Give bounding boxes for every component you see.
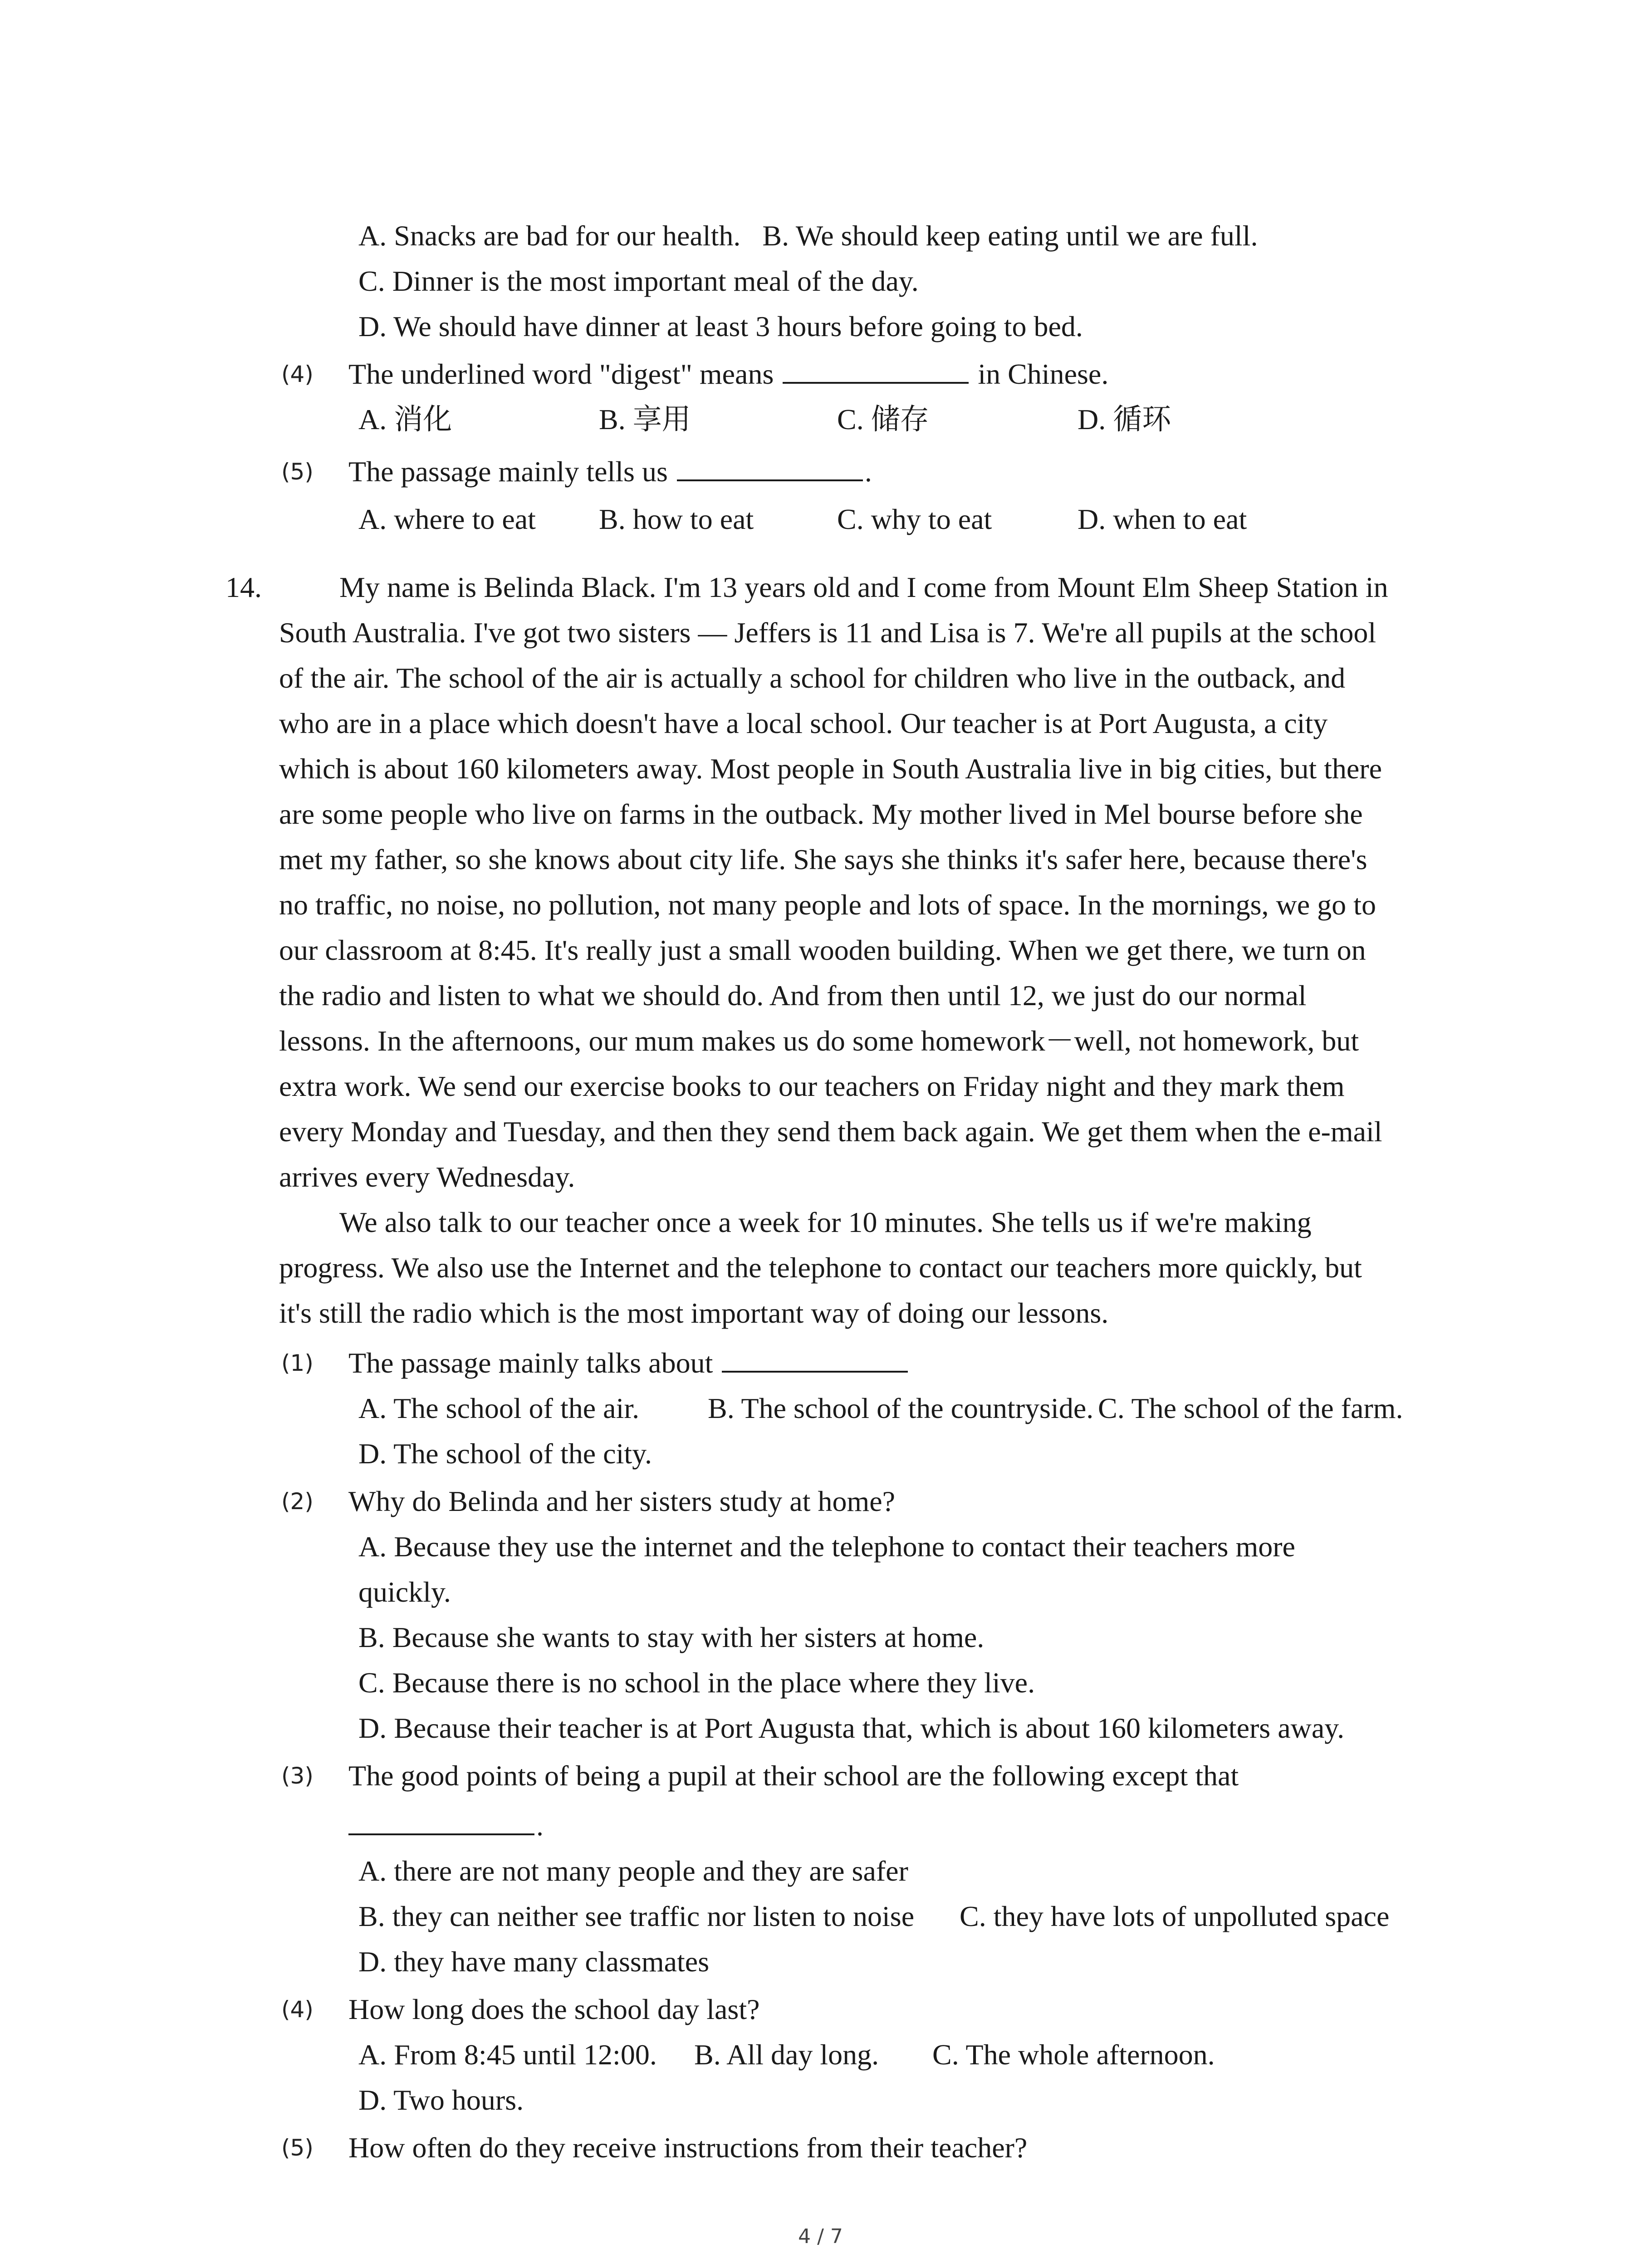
q14-1-stem-text: The passage mainly talks about [348,1347,713,1379]
q14-5-stem: How often do they receive instructions from their teacher? [348,2131,1028,2164]
prev-q4-number: (4) [281,361,314,387]
prev-q4-stem-end: in Chinese. [978,358,1109,390]
q14-1-option-a: A. The school of the air. [358,1392,640,1424]
prev-q5-stem-text: The passage mainly tells us [348,455,668,488]
q14-4-option-c: C. The whole afternoon. [932,2038,1215,2071]
q14-4-options-line [0,2037,1641,2073]
q14-4-option-d: D. Two hours. [358,2084,524,2116]
q14-1-option-d: D. The school of the city. [358,1437,652,1470]
passage-line: it's still the radio which is the most important way of doing our lessons. [279,1297,1109,1329]
q14-1-stem [348,1345,910,1381]
prev-q5-option-c: C. why to eat [837,503,992,535]
q14-4-number: (4) [281,1996,314,2023]
q14-3-option-c: C. they have lots of unpolluted space [960,1900,1390,1932]
prev-q4-option-b: B. 享用 [599,403,691,435]
q14-3-number: (3) [281,1763,314,1789]
passage-line: progress. We also use the Internet and the telephone to contact our teachers more quickly, but [279,1251,1362,1284]
prev-q4-option-d: D. 循环 [1078,403,1171,435]
prev-q4-options [0,401,1641,438]
q14-1-number: (1) [281,1350,314,1376]
prev-q5-number: (5) [281,459,314,485]
passage-line: who are in a place which doesn't have a local school. Our teacher is at Port Augusta, a city [279,707,1328,739]
prev-q4-option-a: A. 消化 [358,403,452,435]
prev-q3-option-a: A. Snacks are bad for our health. [358,220,741,252]
q14-2-option-c: C. Because there is no school in the place where they live. [358,1667,1035,1699]
prev-q3-option-d: D. We should have dinner at least 3 hours before going to bed. [358,310,1083,342]
q14-2-option-a-cont: quickly. [358,1576,451,1608]
prev-q5-option-a: A. where to eat [358,503,536,535]
prev-q3-option-b: B. We should keep eating until we are full. [762,220,1258,252]
q14-3-option-d: D. they have many classmates [358,1945,710,1978]
passage-line: our classroom at 8:45. It's really just a small wooden building. When we get there, we turn on [279,934,1366,966]
prev-q5-option-b: B. how to eat [599,503,754,535]
answer-blank [348,1809,534,1835]
passage-line: We also talk to our teacher once a week for 10 minutes. She tells us if we're making [339,1206,1312,1238]
passage-line: South Australia. I've got two sisters — Jeffers is 11 and Lisa is 7. We're all pupils at the school [279,616,1376,649]
prev-q5-options [0,501,1641,538]
q14-5-number: (5) [281,2135,314,2161]
q14-number: 14. [225,571,262,603]
answer-blank [677,455,863,481]
passage-line: no traffic, no noise, no pollution, not many people and lots of space. In the mornings, we go to [279,889,1376,921]
q14-2-stem: Why do Belinda and her sisters study at home? [348,1485,896,1517]
q14-4-stem: How long does the school day last? [348,1993,760,2025]
passage-line: met my father, so she knows about city life. She says she thinks it's safer here, because there's [279,843,1367,875]
passage-line: extra work. We send our exercise books to our teachers on Friday night and they mark them [279,1070,1345,1102]
q14-3-options-line [0,1898,1641,1935]
passage-line: of the air. The school of the air is actually a school for children who live in the outback, and [279,662,1346,694]
passage-line: arrives every Wednesday. [279,1161,575,1193]
prev-q5-stem-end: . [864,455,872,488]
q14-3-stem-end [348,1808,544,1844]
prev-q4-option-c: C. 储存 [837,403,929,435]
prev-q4-stem [348,356,1108,392]
passage-line: which is about 160 kilometers away. Most people in South Australia live in big cities, but there [279,753,1382,785]
q14-2-option-d: D. Because their teacher is at Port Augusta that, which is about 160 kilometers away. [358,1712,1345,1744]
q14-1-option-c: C. The school of the farm. [1098,1392,1403,1424]
q14-3-stem-period: . [536,1809,544,1842]
q14-1-option-b: B. The school of the countryside. [708,1392,1094,1424]
passage-line: the radio and listen to what we should do. And from then until 12, we just do our normal [279,979,1307,1012]
q14-4-option-b: B. All day long. [694,2038,879,2071]
q14-3-option-a: A. there are not many people and they are safer [358,1855,908,1887]
q14-2-option-b: B. Because she wants to stay with her sisters at home. [358,1621,985,1653]
prev-q5-stem [348,454,872,490]
passage-line: lessons. In the afternoons, our mum makes us do some homework－well, not homework, but [279,1025,1359,1057]
q14-3-stem: The good points of being a pupil at their school are the following except that [348,1760,1239,1792]
passage-line: every Monday and Tuesday, and then they send them back again. We get them when the e-mail [279,1115,1382,1148]
prev-q3-option-line-1 [358,218,1258,254]
passage-line: are some people who live on farms in the outback. My mother lived in Mel bourse before she [279,798,1363,830]
prev-q5-option-d: D. when to eat [1078,503,1247,535]
page-number: 4 / 7 [798,2225,843,2248]
q14-2-number: (2) [281,1488,314,1515]
prev-q4-stem-text: The underlined word "digest" means [348,358,774,390]
q14-3-option-b: B. they can neither see traffic nor listen to noise [358,1900,915,1932]
prev-q3-option-c: C. Dinner is the most important meal of the day. [358,265,919,297]
answer-blank [722,1346,908,1373]
q14-1-options-line [0,1390,1641,1427]
q14-2-option-a: A. Because they use the internet and the telephone to contact their teachers more [358,1530,1295,1563]
q14-4-option-a: A. From 8:45 until 12:00. [358,2038,657,2071]
passage-line: My name is Belinda Black. I'm 13 years old and I come from Mount Elm Sheep Station in [339,571,1388,603]
answer-blank [783,357,969,384]
